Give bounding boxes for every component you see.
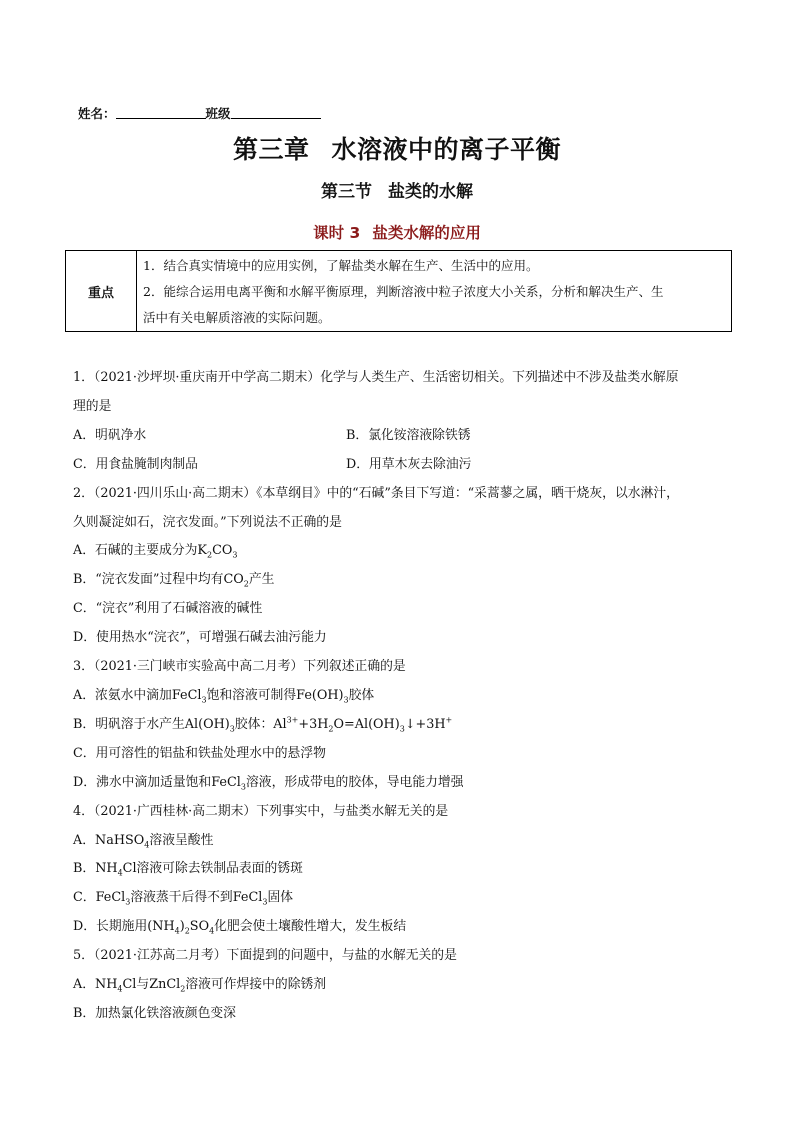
- q4-option-a[interactable]: A．NaHSO$_4$溶液呈酸性: [73, 832, 214, 850]
- q4-option-d[interactable]: D．长期施用$(NH_4)_2SO_4$化肥会使土壤酸性增大，发生板结: [73, 919, 407, 936]
- q1-stem-a: 1．（2021·沙坪坝·重庆南开中学高二期末）化学与人类生产、生活密切相关。下列描述中不涉及盐类水解原: [73, 370, 679, 385]
- q3-option-a[interactable]: A．浓氨水中滴加FeCl$_3$饱和溶液可制得$Fe(OH)_3$胶体: [73, 687, 375, 705]
- name-label: 姓名：: [78, 106, 116, 121]
- q5-option-a[interactable]: A．$NH_4Cl$与ZnCl$_2$溶液可作焊接中的除锈剂: [73, 977, 327, 994]
- q1-options-row2: [73, 451, 733, 480]
- section-name: 盐类的水解: [388, 182, 473, 202]
- section-number: 第三节: [321, 182, 372, 202]
- class-label: 班级: [205, 106, 231, 121]
- q2-option-d[interactable]: D．使用热水“浣衣”，可增强石碱去油污能力: [73, 630, 327, 646]
- lesson-title: [0, 221, 794, 243]
- q2-stem-a: 2．（2021·四川乐山·高二期末）《本草纲目》中的“石碱”条目下写道：“采蒿蓼之属，晒干烧灰，以水淋汁，: [73, 485, 679, 501]
- class-blank[interactable]: [231, 106, 321, 119]
- section-title: [0, 177, 794, 202]
- q4-option-b[interactable]: B．$NH_4Cl$溶液可除去铁制品表面的锈斑: [73, 861, 303, 878]
- q1-option-b[interactable]: B．氯化铵溶液除铁锈: [346, 427, 471, 443]
- q2-option-a[interactable]: A．石碱的主要成分为$K_2CO_3$: [73, 543, 238, 560]
- q3-equation: $Al^{3+}+3H_2O=Al(OH)_3↓+3H^+$: [273, 715, 453, 734]
- lesson-name: 盐类水解的应用: [372, 224, 481, 242]
- q1-option-c[interactable]: C．用食盐腌制肉制品: [73, 456, 198, 472]
- q4-stem: 4．（2021·广西桂林·高二期末）下列事实中，与盐类水解无关的是: [73, 803, 449, 819]
- key-points-box: [65, 250, 732, 332]
- key-point-2a: 2．能综合运用电离平衡和水解平衡原理，判断溶液中粒子浓度大小关系，分析和解决生产、生: [143, 284, 664, 299]
- q1-stem-b: 理的是: [73, 398, 112, 414]
- q2-option-b[interactable]: B．“浣衣发面”过程中均有$CO_2$产生: [73, 572, 275, 589]
- key-points-text: [137, 251, 731, 331]
- key-point-1: 1．结合真实情境中的应用实例，了解盐类水解在生产、生活中的应用。: [143, 258, 539, 273]
- lesson-number: 课时 3: [313, 224, 361, 242]
- chapter-name: 水溶液中的离子平衡: [331, 135, 562, 164]
- questions: [73, 364, 733, 1029]
- q1-option-d[interactable]: D．用草木灰去除油污: [346, 456, 472, 472]
- q5-stem: 5．（2021·江苏高二月考）下面提到的问题中，与盐的水解无关的是: [73, 948, 457, 964]
- q1-options-row1: [73, 422, 733, 451]
- q1-option-a[interactable]: A．明矾净水: [73, 427, 147, 443]
- q3-option-d[interactable]: D．沸水中滴加适量饱和FeCl$_3$溶液，形成带电的胶体，导电能力增强: [73, 774, 464, 792]
- q4-option-c[interactable]: C．FeCl$_3$溶液蒸干后得不到FeCl$_3$固体: [73, 890, 294, 907]
- name-blank[interactable]: [116, 106, 206, 119]
- q3-option-c[interactable]: C．用可溶性的铝盐和铁盐处理水中的悬浮物: [73, 745, 326, 761]
- q2-stem-b: 久则凝淀如石，浣衣发面。”下列说法不正确的是: [73, 514, 342, 530]
- key-points-label: 重点: [66, 251, 137, 331]
- name-class-bar: [78, 104, 321, 122]
- key-point-2b: 活中有关电解质溶液的实际问题。: [143, 310, 331, 325]
- chapter-title: [0, 130, 794, 166]
- q3-stem: 3．（2021·三门峡市实验高中高二月考）下列叙述正确的是: [73, 659, 406, 675]
- q2-option-c[interactable]: C．“浣衣”利用了石碱溶液的碱性: [73, 601, 263, 617]
- q5-option-b[interactable]: B．加热氯化铁溶液颜色变深: [73, 1005, 236, 1021]
- chapter-number: 第三章: [232, 135, 310, 164]
- q3-option-b[interactable]: B．明矾溶于水产生$Al(OH)_3$胶体：$Al^{3+}+3H_2O=Al(OH)_3↓+3H^+$: [73, 715, 453, 734]
